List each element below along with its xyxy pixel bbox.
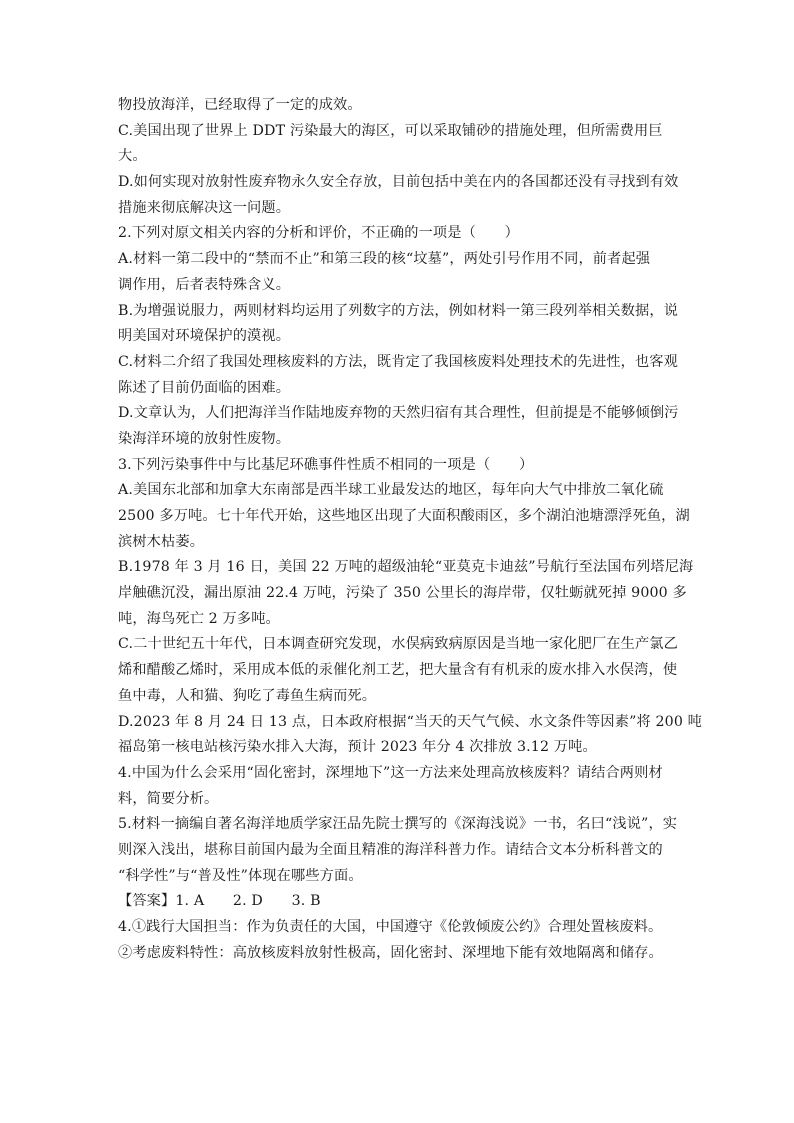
q2-option-b: B.为增强说服力，两则材料均运用了列数字的方法，例如材料一第三段列举相关数据，说 xyxy=(118,302,679,319)
text-line: 物投放海洋，已经取得了一定的成效。 xyxy=(118,97,362,113)
question-5-stem: 5.材料一摘编自著名海洋地质学家汪品先院士撰写的《深海浅说》一书，名曰“浅说”，实 xyxy=(118,816,678,833)
text-line: 大。 xyxy=(118,148,147,165)
answer-line: 【答案】1. A 2. D 3. B xyxy=(118,893,321,910)
text-line: 福岛第一核电站核污染水排入大海，预计 2023 年分 4 次排放 3.12 万吨。 xyxy=(118,739,597,756)
text-line: 措施来彻底解决这一问题。 xyxy=(118,199,291,216)
q2-option-c: C.材料二介绍了我国处理核废料的方法，既肯定了我国核废料处理技术的先进性，也客观 xyxy=(118,353,678,370)
question-4-stem: 4.中国为什么会采用“固化密封，深埋地下”这一方法来处理高放核废料？请结合两则材 xyxy=(118,764,663,781)
text-line: 则深入浅出，堪称目前国内最为全面且精准的海洋科普力作。请结合文本分析科普文的 xyxy=(118,841,663,858)
text-line: 2500 多万吨。七十年代开始，这些地区出现了大面积酸雨区，多个湖泊池塘漂浮死鱼，湖 xyxy=(118,508,690,524)
q3-option-a: A.美国东北部和加拿大东南部是西半球工业最发达的地区，每年向大气中排放二氧化硫 xyxy=(118,482,664,499)
text-line: “科学性”与“普及性”体现在哪些方面。 xyxy=(118,867,363,884)
text-line: 岸触礁沉没，漏出原油 22.4 万吨，污染了 350 公里长的海岸带，仅牡蛎就死掉 9000 多 xyxy=(118,585,687,602)
q3-option-c: C.二十世纪五十年代，日本调查研究发现，水俣病致病原因是当地一家化肥厂在生产氯乙 xyxy=(118,636,678,653)
text-line: 烯和醋酸乙烯时，采用成本低的汞催化剂工艺，把大量含有有机汞的废水排入水俣湾，使 xyxy=(118,662,678,679)
option-d-line: D.如何实现对放射性废弃物永久安全存放，目前包括中美在内的各国都还没有寻找到有效 xyxy=(118,174,679,191)
answer-4-point-2: ②考虑废料特性：高放核废料放射性极高，固化密封、深埋地下能有效地隔离和储存。 xyxy=(118,944,663,961)
text-line: 染海洋环境的放射性废物。 xyxy=(118,430,291,447)
text-line: 调作用，后者表特殊含义。 xyxy=(118,276,291,293)
q2-option-d: D.文章认为，人们把海洋当作陆地废弃物的天然归宿有其合理性，但前提是不能够倾倒污 xyxy=(118,405,679,422)
document-body xyxy=(118,93,702,966)
text-line: 明美国对环境保护的漠视。 xyxy=(118,328,291,345)
q3-option-d: D.2023 年 8 月 24 日 13 点，日本政府根据“当天的天气气候、水文条件等因素”将 200 吨 xyxy=(118,713,702,730)
text-line: 吨，海鸟死亡 2 万多吨。 xyxy=(118,610,280,627)
text-line: 滨树木枯萎。 xyxy=(118,533,205,550)
text-line: 陈述了目前仍面临的困难。 xyxy=(118,379,291,396)
text-line: 鱼中毒，人和猫、狗吃了毒鱼生病而死。 xyxy=(118,687,377,704)
q3-option-b: B.1978 年 3 月 16 日，美国 22 万吨的超级油轮“亚莫克卡迪兹”号航行至法国布列塔尼海 xyxy=(118,559,694,576)
answer-4-point-1: 4.①践行大国担当：作为负责任的大国，中国遵守《伦敦倾废公约》合理处置核废料。 xyxy=(118,919,663,935)
question-3-stem: 3.下列污染事件中与比基尼环礁事件性质不相同的一项是（ ） xyxy=(118,456,534,473)
question-2-stem: 2.下列对原文相关内容的分析和评价，不正确的一项是（ ） xyxy=(118,225,519,242)
option-c-line: C.美国出现了世界上 DDT 污染最大的海区，可以采取铺砂的措施处理，但所需费用巨 xyxy=(118,122,663,139)
q2-option-a: A.材料一第二段中的“禁而不止”和第三段的核“坟墓”，两处引号作用不同，前者起强 xyxy=(118,251,651,268)
text-line: 料，简要分析。 xyxy=(118,790,219,807)
